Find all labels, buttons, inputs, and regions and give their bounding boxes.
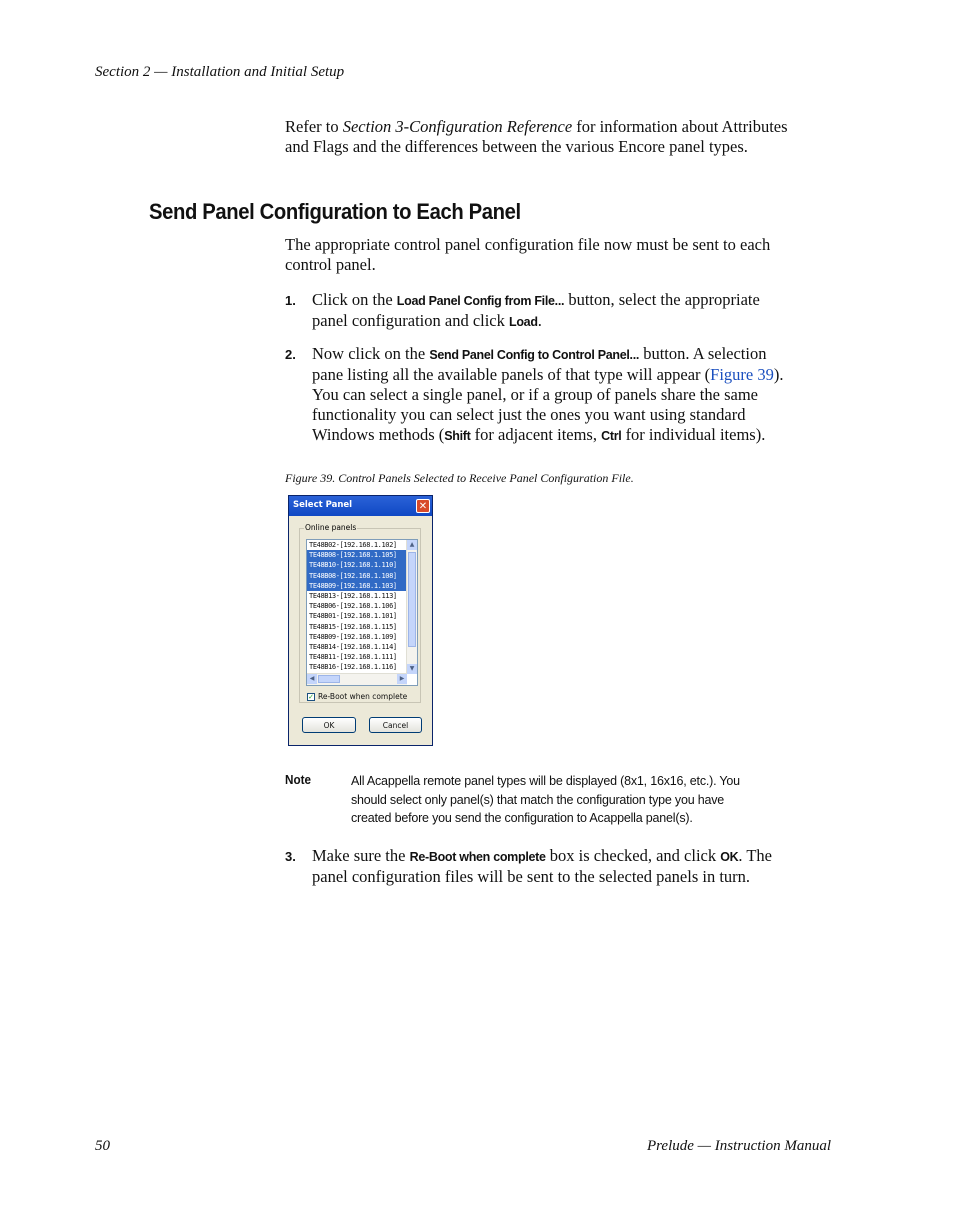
close-icon[interactable]: ✕ bbox=[416, 499, 430, 513]
step-text: button, select the appropriate bbox=[564, 290, 760, 309]
ok-button[interactable]: OK bbox=[302, 717, 356, 733]
step-text: panel configuration and click bbox=[312, 311, 510, 330]
dialog-titlebar bbox=[289, 496, 432, 516]
dialog-title: Select Panel bbox=[293, 500, 353, 510]
reboot-checkbox[interactable]: ✓ bbox=[308, 693, 314, 701]
scroll-right-icon[interactable]: ▶ bbox=[397, 674, 407, 684]
step-3-number: 3. bbox=[285, 849, 296, 864]
step-1-text bbox=[312, 290, 852, 332]
panel-listbox[interactable] bbox=[306, 539, 418, 686]
button-reference: Send Panel Config to Control Panel... bbox=[429, 348, 640, 362]
step-2-text bbox=[312, 344, 852, 446]
step-text: . The bbox=[738, 846, 773, 865]
scroll-down-icon[interactable]: ▼ bbox=[407, 664, 417, 674]
manual-title: Prelude — Instruction Manual bbox=[646, 1138, 831, 1154]
panel-list-item[interactable]: TE48B06-[192.168.1.106] bbox=[309, 602, 397, 611]
step-3-text bbox=[312, 846, 852, 887]
panel-list-item[interactable]: TE48B11-[192.168.1.111] bbox=[309, 653, 397, 662]
body-line-2: control panel. bbox=[285, 255, 376, 274]
step-text: for individual items). bbox=[621, 425, 766, 444]
body-paragraph bbox=[285, 235, 845, 275]
step-text: pane listing all the available panels of that type will appear ( bbox=[312, 365, 711, 384]
scroll-thumb[interactable] bbox=[408, 552, 416, 647]
horizontal-scrollbar[interactable] bbox=[307, 673, 407, 685]
checkbox-reference: Re-Boot when complete bbox=[409, 850, 546, 864]
note-text bbox=[351, 772, 811, 828]
panel-list-item[interactable]: TE48B08-[192.168.1.105] bbox=[307, 550, 406, 560]
panel-list-item[interactable]: TE48B08-[192.168.1.108] bbox=[307, 571, 406, 581]
step-text: Now click on the bbox=[312, 344, 430, 363]
step-text: button. A selection bbox=[639, 344, 767, 363]
step-text: functionality you can select just the ones you want using standard bbox=[312, 405, 746, 424]
step-1-number: 1. bbox=[285, 293, 296, 308]
scroll-up-icon[interactable]: ▲ bbox=[407, 540, 417, 550]
panel-list-item[interactable]: TE48B15-[192.168.1.115] bbox=[309, 622, 397, 631]
page-number: 50 bbox=[95, 1138, 110, 1154]
vertical-scrollbar[interactable] bbox=[406, 540, 417, 674]
panel-list-item[interactable]: TE48B10-[192.168.1.110] bbox=[307, 560, 406, 570]
step-text: Windows methods ( bbox=[312, 425, 445, 444]
figure-link[interactable]: Figure 39 bbox=[710, 365, 774, 384]
body-line-1: The appropriate control panel configuration file now must be sent to each bbox=[285, 235, 771, 254]
intro-paragraph bbox=[285, 117, 845, 157]
scroll-thumb-horizontal[interactable] bbox=[318, 675, 340, 683]
note-label: Note bbox=[285, 772, 312, 787]
panel-list-item[interactable]: TE48B16-[192.168.1.116] bbox=[309, 663, 397, 672]
step-text: box is checked, and click bbox=[545, 846, 721, 865]
cancel-button[interactable]: Cancel bbox=[369, 717, 422, 733]
reboot-checkbox-label: Re-Boot when complete bbox=[318, 692, 408, 701]
step-text: for adjacent items, bbox=[470, 425, 602, 444]
step-2-number: 2. bbox=[285, 347, 296, 362]
step-text: Make sure the bbox=[312, 846, 410, 865]
button-reference: Load bbox=[509, 315, 538, 329]
step-text: Click on the bbox=[312, 290, 397, 309]
intro-text-continued: for information about Attributes bbox=[572, 117, 788, 136]
key-reference: Ctrl bbox=[601, 429, 622, 443]
figure-caption: Figure 39. Control Panels Selected to Receive Panel Configuration File. bbox=[285, 471, 634, 485]
note-line: should select only panel(s) that match the configuration type you have bbox=[351, 792, 725, 807]
note-line: All Acappella remote panel types will be displayed (8x1, 16x16, etc.). You bbox=[351, 774, 740, 788]
step-text: You can select a single panel, or if a group of panels share the same bbox=[312, 385, 758, 404]
button-reference: Load Panel Config from File... bbox=[396, 294, 565, 308]
scroll-left-icon[interactable]: ◀ bbox=[307, 674, 317, 684]
key-reference: Shift bbox=[444, 429, 471, 443]
section-heading: Send Panel Configuration to Each Panel bbox=[149, 199, 521, 224]
select-panel-dialog bbox=[288, 495, 433, 746]
panel-list-item[interactable]: TE48B02-[192.168.1.102] bbox=[309, 541, 397, 549]
section-reference: Section 3-Configuration Reference bbox=[342, 117, 573, 136]
panel-list-item[interactable]: TE48B14-[192.168.1.114] bbox=[309, 642, 397, 651]
note-line: created before you send the configuration to Acappella panel(s). bbox=[351, 811, 693, 825]
panel-list-item[interactable]: TE48B09-[192.168.1.103] bbox=[307, 581, 406, 591]
intro-text: Refer to bbox=[285, 117, 343, 136]
step-text: panel configuration files will be sent to the selected panels in turn. bbox=[312, 867, 751, 886]
panel-list-item[interactable]: TE48B13-[192.168.1.113] bbox=[309, 591, 397, 600]
button-reference: OK bbox=[720, 850, 739, 864]
group-label: Online panels bbox=[305, 523, 357, 532]
panel-list-item[interactable]: TE48B09-[192.168.1.109] bbox=[309, 632, 397, 641]
step-text: ). bbox=[773, 365, 784, 384]
intro-line-2: and Flags and the differences between the various Encore panel types. bbox=[285, 137, 748, 156]
step-text: . bbox=[537, 311, 542, 330]
panel-list-item[interactable]: TE48B01-[192.168.1.101] bbox=[309, 612, 397, 621]
running-header: Section 2 — Installation and Initial Setup bbox=[95, 64, 345, 80]
